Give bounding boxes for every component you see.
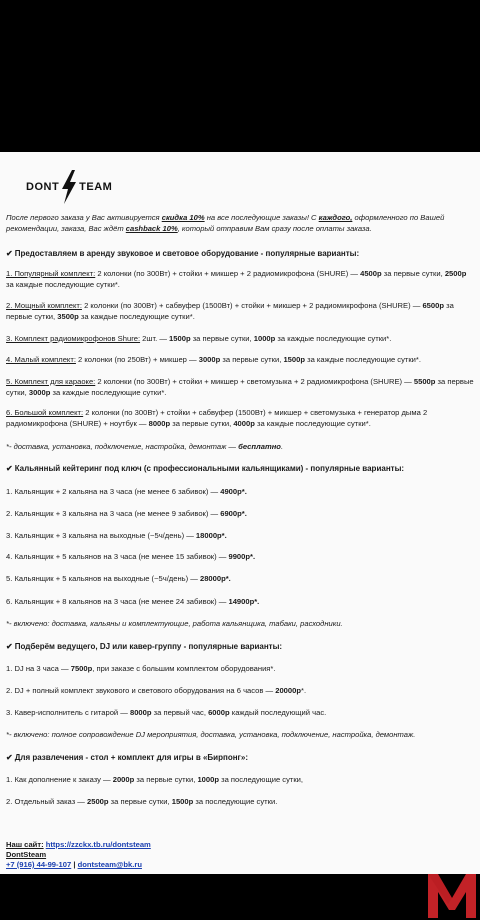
list-item (6, 552, 474, 563)
item-text: , при заказе с большим комплектом оборудования*. (92, 664, 276, 673)
list-item (6, 377, 474, 398)
list-item (6, 775, 474, 786)
price: 7500р (70, 664, 93, 673)
item-text: за первые сутки, (6, 377, 474, 397)
dontsteam-logo (26, 170, 136, 204)
item-text: за последующие сутки. (193, 797, 278, 806)
list-item (6, 708, 474, 719)
item-text: за каждые последующие сутки*. (78, 311, 195, 321)
check-icon: ✔ (6, 642, 13, 651)
price: 1500р (283, 355, 305, 364)
item-text: 2 колонки (по 300Вт) + сабвуфер (1500Вт) + стойки + микшер + 2 радиомикрофона (SHURE) — (81, 301, 423, 310)
item-text: за первый час, (151, 708, 209, 717)
section-hookah-title-text: Кальянный кейтеринг под ключ (с профессиональными кальянщиками) - популярные варианты: (14, 464, 405, 473)
intro-paragraph (6, 213, 474, 234)
item-text: 2. Кальянщик + 3 кальяна на 3 часа (не менее 9 забивок) — (6, 509, 221, 518)
phone-link[interactable]: +7 (916) 44-99-107 (6, 860, 72, 869)
item-text: каждый последующий час. (229, 708, 327, 717)
list-item (6, 301, 474, 322)
item-text: 2 колонки (по 300Вт) + стойки + сабвуфер (1500Вт) + микшер + светомузыка + генератор дыма 2 радиомикрофона (SHURE) + ноутбук — (6, 408, 428, 428)
intro-text-1: После первого заказа у Вас активируется (6, 213, 162, 222)
price: 2000р (112, 775, 135, 784)
section-equipment-title (6, 249, 474, 260)
price: 6900р*. (220, 509, 247, 518)
price: 2500р (87, 797, 109, 806)
section-hookah-title (6, 464, 474, 475)
company-name: DontSteam (6, 850, 47, 859)
item-text: за первые сутки, (220, 355, 284, 364)
item-text: за первые сутки, (6, 301, 454, 321)
price: 1000р (197, 775, 219, 784)
item-text: за первые сутки, (381, 269, 445, 278)
item-text: 2 колонки (по 300Вт) + стойки + микшер + 2 радиомикрофона (SHURE) — (95, 269, 361, 278)
check-icon: ✔ (6, 753, 13, 762)
price: 4500р (360, 269, 382, 278)
footer-name (6, 850, 46, 861)
price: 8000р (148, 418, 171, 428)
item-text: 2 колонки (по 300Вт) + стойки + микшер + светомузыка + 2 радиомикрофона (SHURE) — (95, 377, 414, 386)
list-item (6, 797, 474, 808)
price: 6000р (208, 708, 230, 717)
item-text: за первые сутки, (170, 418, 234, 428)
item-text: 2. DJ + полный комплект звукового и светового оборудования на 6 часов — (6, 686, 276, 695)
price: 4900р*. (220, 487, 247, 496)
note-text: . (280, 442, 284, 451)
item-label: 6. Большой комплект: (6, 408, 84, 417)
item-text: за первые сутки, (108, 797, 172, 806)
price: 1500р (169, 334, 191, 343)
item-text: за каждые последующие сутки*. (6, 279, 120, 289)
check-icon: ✔ (6, 464, 13, 473)
item-text: 1. DJ на 3 часа — (6, 664, 71, 673)
section-beerpong-title-text: Для развлечения - стол + комплект для игры в «Бирпонг»: (14, 753, 248, 762)
price: 5500р (413, 377, 436, 386)
list-item (6, 408, 474, 429)
price: 3500р (57, 311, 79, 321)
item-text: 1. Как дополнение к заказу — (6, 775, 113, 784)
item-label: 2. Мощный комплект: (6, 301, 82, 310)
price: 14900р*. (228, 597, 260, 606)
item-text: за последующие сутки, (219, 775, 304, 784)
item-label: 3. Комплект радиомикрофонов Shure: (6, 334, 141, 343)
footer-site (6, 840, 151, 851)
price: 2500р (444, 269, 467, 278)
item-text: 4. Кальянщик + 5 кальянов на 3 часа (не менее 15 забивок) — (6, 552, 229, 561)
hookah-note: *- включено: доставка, кальяны и комплектующие, работа кальянщика, табаки, расходники. (6, 619, 343, 628)
section-equipment-title-text: Предоставляем в аренду звуковое и световое оборудование - популярные варианты: (14, 249, 360, 258)
item-label: 4. Малый комплект: (6, 355, 76, 364)
item-label: 5. Комплект для караоке: (6, 377, 96, 386)
item-text: 5. Кальянщик + 5 кальянов на выходные (~5ч/день) — (6, 574, 200, 583)
list-item (6, 531, 474, 542)
lightning-icon (60, 170, 78, 204)
section-dj-title-text: Подберём ведущего, DJ или кавер-группу - популярные варианты: (14, 642, 283, 651)
logo-text-left: DONT (26, 181, 60, 193)
intro-text-4: , который отправим Вам сразу после оплаты заказа. (177, 223, 372, 233)
equipment-note (6, 442, 474, 453)
list-item (6, 269, 474, 290)
email-link[interactable]: dontsteam@bk.ru (77, 860, 142, 869)
item-text: 3. Кавер-исполнитель с гитарой — (6, 708, 130, 717)
section-beerpong-title (6, 753, 474, 764)
list-item (6, 664, 474, 675)
list-item (6, 597, 474, 608)
item-text: за каждые последующие сутки*. (275, 334, 392, 343)
item-text: 6. Кальянщик + 8 кальянов на 3 часа (не менее 24 забивок) — (6, 597, 229, 606)
price: 3000р (198, 355, 221, 364)
price: 8000р (129, 708, 152, 717)
each-text: каждого, (318, 213, 353, 222)
list-item (6, 574, 474, 585)
item-text: 1. Кальянщик + 2 кальяна на 3 часа (не менее 6 забивок) — (6, 487, 221, 496)
intro-text-3: оформленного по Вашей рекомендации, заказа, Вас ждёт (6, 213, 445, 233)
list-item (6, 487, 474, 498)
item-text: за каждые последующие сутки*. (50, 387, 167, 397)
price: 28000р*. (199, 574, 231, 583)
price: 3000р (28, 387, 51, 397)
dj-note: *- включено: полное сопровождение DJ мероприятия, доставка, установка, подключение, настройка, демонтаж. (6, 730, 416, 739)
check-icon: ✔ (6, 249, 13, 258)
item-text: 2шт. — (140, 334, 170, 343)
free-text: бесплатно (238, 442, 281, 451)
item-text: 2. Отдельный заказ — (6, 797, 87, 806)
price: 1000р (253, 334, 276, 343)
item-text: за первые сутки, (190, 334, 254, 343)
document-page (0, 152, 480, 874)
note-text: *- доставка, установка, подключение, настройка, демонтаж — (6, 442, 239, 451)
item-text: *. (301, 686, 307, 695)
price: 18000р*. (195, 531, 227, 540)
m-logo-watermark-icon (424, 868, 480, 920)
footer-contacts (6, 860, 142, 871)
price: 1500р (171, 797, 194, 806)
item-text: 2 колонки (по 250Вт) + микшер — (75, 355, 199, 364)
item-text: за первые сутки, (134, 775, 198, 784)
cashback-text: cashback 10% (125, 223, 178, 233)
price: 6500р (422, 301, 444, 310)
list-item (6, 509, 474, 520)
logo-text-right: TEAM (79, 181, 113, 193)
list-item (6, 686, 474, 697)
item-text: 3. Кальянщик + 3 кальяна на выходные (~5ч/день) — (6, 531, 196, 540)
item-text: за каждые последующие сутки*. (304, 355, 421, 364)
section-dj-title (6, 642, 474, 653)
price: 20000р (275, 686, 301, 695)
site-label: Наш сайт: (6, 840, 44, 849)
discount-text: скидка 10% (161, 213, 205, 222)
price: 4000р (233, 418, 255, 428)
list-item (6, 355, 474, 366)
intro-text-2: на все последующие заказы! С (204, 213, 319, 222)
item-text: за каждые последующие сутки*. (254, 418, 371, 428)
list-item (6, 334, 474, 345)
separator: | (71, 860, 78, 869)
price: 9900р*. (228, 552, 256, 561)
item-label: 1. Популярный комплект: (6, 269, 96, 278)
site-link[interactable]: https://zzckx.tb.ru/dontsteam (45, 840, 151, 849)
